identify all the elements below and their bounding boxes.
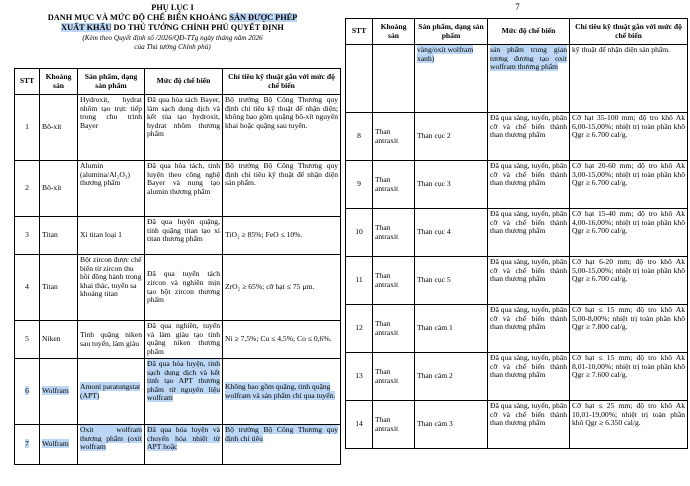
table-row	[346, 113, 688, 161]
row-technical-criteria: Cỡ hạt 6-20 mm; độ tro khô Ak 5,00-15,00%; nhiệt trị toàn phần khô Qgr ≥ 6.700 cal/g.	[570, 257, 688, 305]
row-processing-level: Đã qua sàng, tuyển, phân cỡ và chế biến thành than thương phẩm	[488, 305, 570, 353]
row-product: Amoni paratungstat (APT)	[80, 381, 141, 400]
row-technical-criteria: Cỡ hạt ≤ 25 mm; độ tro khô Ak 10,01-19,00%; nhiệt trị toàn phần khô Qgr ≥ 6.350 cal/g.	[570, 401, 688, 449]
row-mineral: Niken	[40, 321, 78, 359]
table-row	[346, 401, 688, 449]
table-row	[346, 257, 688, 305]
row-processing-level: Đã qua sàng, tuyển, phân cỡ và chế biến thành than thương phẩm	[488, 353, 570, 401]
row-stt: 11	[346, 257, 373, 305]
header-processing-level: Mức độ chế biến	[145, 69, 223, 95]
minerals-table-left	[14, 68, 341, 465]
row-technical-criteria: Cỡ hạt 15-40 mm; độ tro khô Ak 4,00-16,00%; nhiệt trị toàn phần khô Qgr ≥ 6.700 cal/g.	[570, 209, 688, 257]
row-stt: 7	[25, 439, 29, 449]
row-processing-level: Đã qua sàng, tuyển, phân cỡ và chế biến thành than thương phẩm	[488, 257, 570, 305]
table-row	[15, 321, 341, 359]
row-mineral: Than antraxit	[373, 209, 415, 257]
table-row	[346, 209, 688, 257]
appendix-subtitle-line2: XUẤT KHẨU DO THỦ TƯỚNG CHÍNH PHỦ QUYẾT ĐỊNH	[61, 23, 284, 32]
row-product: Than cám 2	[415, 353, 488, 401]
page-number: 7	[515, 2, 520, 12]
row-processing-level: Đã qua nghiền, tuyển và làm giàu tạo tinh quặng niken thương phẩm	[145, 321, 223, 359]
table-header-row	[346, 19, 688, 45]
table-row	[15, 255, 341, 321]
row-technical-criteria: Bộ trưởng Bộ Công Thương quy định chỉ tiêu kỹ thuật để nhận diện sản phẩm.	[223, 161, 341, 217]
row-processing-level: sản phẩm trung gian tương đương tạo oxit wolfram thương phẩm	[490, 45, 567, 72]
row-stt: 13	[346, 353, 373, 401]
table-row	[346, 161, 688, 209]
row-technical-criteria: Bộ trưởng Bộ Công Thương quy định chỉ tiêu	[225, 425, 338, 443]
row-technical-criteria: ZrO₂ ≥ 65%; cỡ hạt ≤ 75 µm.	[223, 255, 341, 321]
row-mineral: Than antraxit	[373, 401, 415, 449]
row-product: Bột zircon được chế biến từ zircon thu hồi đồng hành trong khai thác, tuyển sa khoáng titan	[78, 255, 145, 321]
row-technical-criteria: kỹ thuật để nhận diện sản phẩm.	[570, 45, 688, 113]
row-mineral: Bô-xít	[40, 161, 78, 217]
minerals-table-right	[345, 18, 688, 449]
row-product: Than cám 3	[415, 401, 488, 449]
row-technical-criteria: Ni ≥ 7,5%; Cu ≤ 4,5%; Co ≤ 0,6%.	[223, 321, 341, 359]
row-stt: 12	[346, 305, 373, 353]
row-mineral: Titan	[40, 217, 78, 255]
row-stt	[346, 45, 373, 113]
header-mineral: Khoáng sản	[40, 69, 78, 95]
row-stt: 14	[346, 401, 373, 449]
row-product: Than cục 2	[415, 113, 488, 161]
table-row	[15, 217, 341, 255]
row-product: Than cục 5	[415, 257, 488, 305]
row-product: Than cám 1	[415, 305, 488, 353]
header-technical-criteria: Chỉ tiêu kỹ thuật gắn với mức độ chế biến	[570, 19, 688, 45]
row-technical-criteria: Cỡ hạt ≤ 15 mm; độ tro khô Ak 8,01-10,00%; nhiệt trị toàn phần khô Qgr ≥ 7.600 cal/g.	[570, 353, 688, 401]
row-product: Xỉ titan loại 1	[78, 217, 145, 255]
row-stt: 6	[25, 386, 29, 396]
table-row	[346, 353, 688, 401]
table-row	[346, 305, 688, 353]
row-mineral	[373, 45, 415, 113]
header-stt: STT	[15, 69, 40, 95]
row-processing-level: Đã qua tuyển tách zircon và nghiền mịn tạo bột zircon thương phẩm	[145, 255, 223, 321]
table-header-row	[15, 69, 341, 95]
table-row	[15, 161, 341, 217]
row-mineral: Than antraxit	[373, 353, 415, 401]
row-technical-criteria: Bộ trưởng Bộ Công Thương quy định chỉ tiêu kỹ thuật để nhận diện; không bao gồm quặng bô-xít nguyên khai hoặc quặng sau tuyển.	[223, 95, 341, 161]
row-processing-level: Đã qua sàng, tuyển, phân cỡ và chế biến thành than thương phẩm	[488, 209, 570, 257]
row-processing-level: Đã qua sàng, tuyển, phân cỡ và chế biến thành than thương phẩm	[488, 401, 570, 449]
row-product: Alumin (alumina/Al₂O₃) thương phẩm	[78, 161, 145, 217]
row-stt: 3	[15, 217, 40, 255]
header-stt: STT	[346, 19, 373, 45]
row-product: Hydroxit, hydrat nhôm tạo trực tiếp trong chu trình Bayer	[78, 95, 145, 161]
row-product: vàng/oxit wolfram xanh)	[417, 45, 474, 63]
header-technical-criteria: Chỉ tiêu kỹ thuật gắn với mức độ chế biến	[223, 69, 341, 95]
table-row	[15, 359, 341, 425]
row-technical-criteria: Cỡ hạt 35-100 mm; độ tro khô Ak 6,00-15,00%; nhiệt trị toàn phần khô Qgr ≥ 6.700 cal/g.	[570, 113, 688, 161]
row-stt: 5	[15, 321, 40, 359]
header-product: Sản phẩm, dạng sản phẩm	[78, 69, 145, 95]
row-mineral: Than antraxit	[373, 305, 415, 353]
row-processing-level: Đã qua hóa luyện, tinh sạch dung dịch và kết tinh tạo APT thương phẩm từ nguyên liệu wolfram	[147, 359, 220, 403]
row-technical-criteria: Cỡ hạt ≤ 15 mm; độ tro khô Ak 5,00-8,00%; nhiệt trị toàn phần khô Qgr ≥ 7.800 cal/g.	[570, 305, 688, 353]
row-processing-level: Đã qua hòa tách, tinh luyện theo công nghệ Bayer và nung tạo alumin thương phẩm	[145, 161, 223, 217]
row-stt: 2	[15, 161, 40, 217]
right-page	[345, 0, 690, 486]
row-mineral: Than antraxit	[373, 113, 415, 161]
row-mineral: Wolfram	[42, 439, 69, 449]
decision-issuer: của Thủ tướng Chính phủ)	[134, 43, 211, 51]
header-processing-level: Mức độ chế biến	[488, 19, 570, 45]
row-mineral: Titan	[40, 255, 78, 321]
row-stt: 9	[346, 161, 373, 209]
row-processing-level: Đã qua hóa luyện và chuyển hóa nhiệt từ APT hoặc	[147, 425, 220, 452]
row-mineral: Than antraxit	[373, 257, 415, 305]
row-mineral: Wolfram	[42, 386, 69, 396]
row-stt: 4	[15, 255, 40, 321]
row-processing-level: Đã qua luyện quặng, tinh quặng titan tạo xỉ titan thương phẩm	[145, 217, 223, 255]
header-mineral: Khoáng sản	[373, 19, 415, 45]
row-processing-level: Đã qua sàng, tuyển, phân cỡ và chế biến thành than thương phẩm	[488, 113, 570, 161]
row-product: Than cục 3	[415, 161, 488, 209]
decision-reference: (Kèm theo Quyết định số /2026/QĐ-TTg ngày tháng năm 2026	[82, 34, 263, 42]
appendix-heading	[0, 3, 345, 52]
appendix-subtitle-line1: DANH MỤC VÀ MỨC ĐỘ CHẾ BIẾN KHOÁNG SẢN ĐƯỢC PHÉP	[47, 13, 298, 22]
row-processing-level: Đã qua hòa tách Bayer, làm sạch dung dịch và kết tủa tạo hydroxit, hydrat nhôm thương phẩm	[145, 95, 223, 161]
row-technical-criteria: Không bao gồm quặng, tinh quặng wolfram và sản phẩm chỉ qua tuyển.	[225, 381, 336, 400]
appendix-title: PHỤ LỤC I	[151, 3, 194, 12]
table-row-continued	[346, 45, 688, 113]
row-product: Than cục 4	[415, 209, 488, 257]
header-product: Sản phẩm, dạng sản phẩm	[415, 19, 488, 45]
row-stt: 8	[346, 113, 373, 161]
table-row	[15, 425, 341, 465]
row-technical-criteria: TiO₂ ≥ 85%; FeO ≤ 10%.	[223, 217, 341, 255]
row-processing-level: Đã qua sàng, tuyển, phân cỡ và chế biến thành than thương phẩm	[488, 161, 570, 209]
row-stt: 1	[15, 95, 40, 161]
row-mineral: Bô-xít	[40, 95, 78, 161]
row-technical-criteria: Cỡ hạt 20-60 mm; độ tro khô Ak 3,00-15,00%; nhiệt trị toàn phần khô Qgr ≥ 6.700 cal/g.	[570, 161, 688, 209]
table-row	[15, 95, 341, 161]
row-product: Oxit wolfram thương phẩm (oxit wolfram	[80, 425, 142, 452]
row-mineral: Than antraxit	[373, 161, 415, 209]
row-stt: 10	[346, 209, 373, 257]
row-product: Tinh quặng niken sau tuyển, làm giàu	[78, 321, 145, 359]
